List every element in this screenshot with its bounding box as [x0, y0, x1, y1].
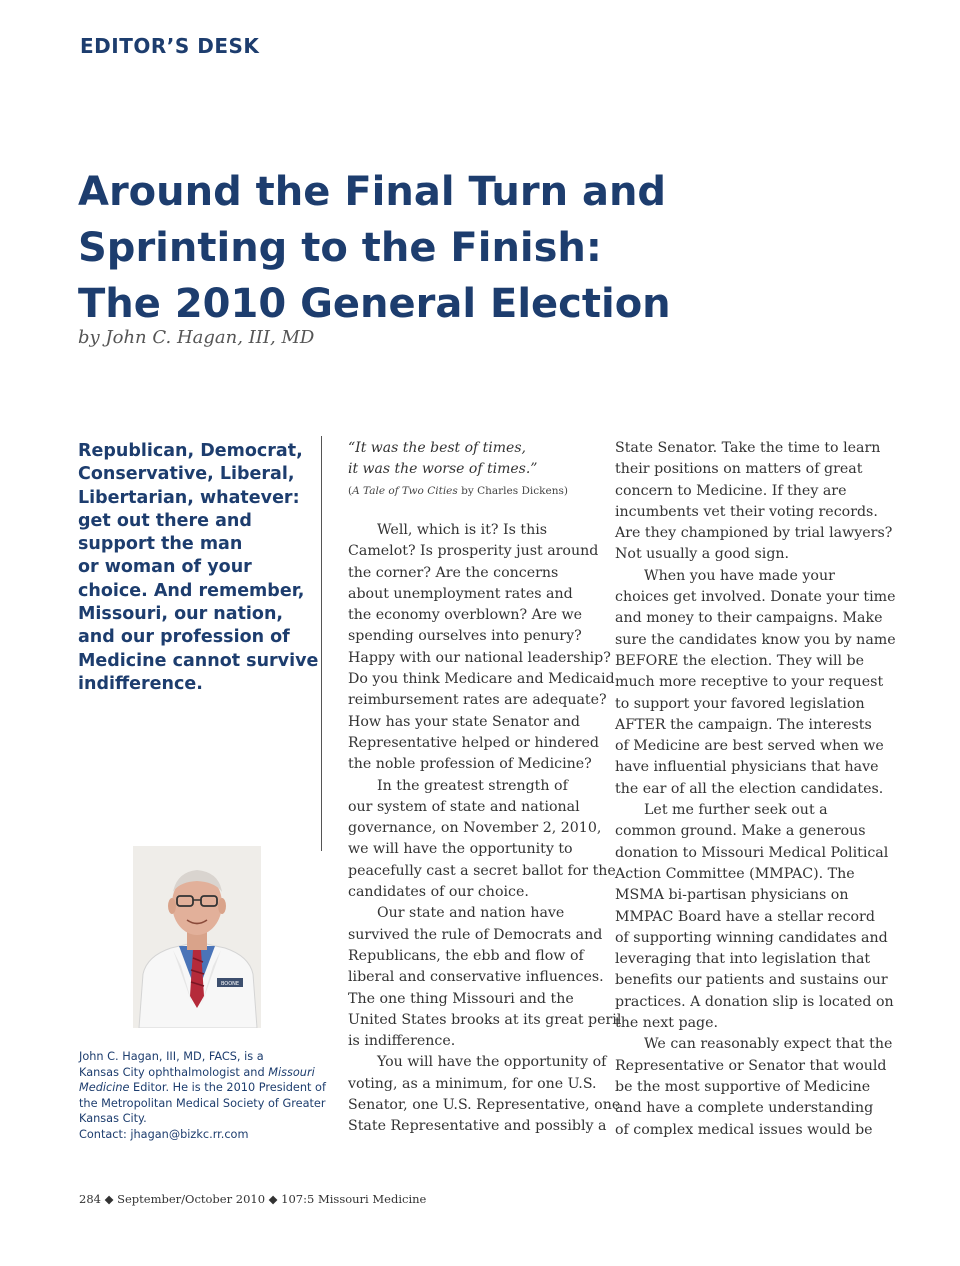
text-line: common ground. Make a generous: [615, 823, 866, 840]
text-line: Senator, one U.S. Representative, one: [348, 1097, 621, 1114]
text-line: and have a complete understanding: [615, 1100, 874, 1117]
caption-line: [79, 1065, 329, 1081]
body-column-right: [615, 438, 896, 1141]
pull-quote-line: or woman of your: [78, 557, 252, 578]
text-line: Action Committee (MMPAC). The: [615, 865, 855, 882]
text-line: How has your state Senator and: [348, 713, 580, 730]
text-line: State Senator. Take the time to learn: [615, 440, 881, 456]
text-line: sure the candidates know you by name: [615, 631, 896, 648]
text-line: MSMA bi-partisan physicians on: [615, 887, 849, 904]
text-line: leveraging that into legislation that: [615, 951, 871, 968]
pull-quote-line: choice. And remember,: [78, 580, 305, 601]
text-line: the next page.: [615, 1015, 719, 1032]
text-line: Our state and nation have: [377, 905, 565, 922]
text-line: We can reasonably expect that the: [644, 1036, 893, 1053]
text-line: their positions on matters of great: [615, 461, 863, 478]
attribution-title: A Tale of Two Cities: [352, 485, 458, 497]
body-column-middle: [348, 438, 622, 1138]
text-line: survived the rule of Democrats and: [348, 926, 603, 943]
text-line: donation to Missouri Medical Political: [615, 844, 889, 861]
svg-text:BOONE: BOONE: [220, 981, 240, 987]
title-line: The 2010 General Election: [78, 281, 671, 327]
author-caption: [79, 1049, 329, 1143]
text-line: choices get involved. Donate your time: [615, 589, 896, 606]
pull-quote-line: Conservative, Liberal,: [78, 464, 295, 485]
caption-line: [79, 1080, 329, 1096]
attribution-paren: (: [348, 485, 353, 497]
text-line: and money to their campaigns. Make: [615, 610, 883, 627]
caption-line: Kansas City.: [79, 1112, 147, 1126]
text-line: Well, which is it? Is this: [377, 522, 548, 538]
text-line: is indifference.: [348, 1033, 456, 1050]
text-line: voting, as a minimum, for one U.S.: [348, 1075, 597, 1092]
text-line: reimbursement rates are adequate?: [348, 692, 607, 709]
text-line: our system of state and national: [348, 798, 580, 815]
text-line: United States brooks at its great peril: [348, 1011, 622, 1028]
caption-contact: Contact: jhagan@bizkc.rr.com: [79, 1127, 249, 1141]
pull-quote-line: Republican, Democrat,: [78, 441, 303, 461]
epigraph-attribution: [348, 483, 598, 499]
text-line: be the most supportive of Medicine: [615, 1078, 871, 1095]
pull-quote-line: indifference.: [78, 673, 203, 694]
text-line: candidates of our choice.: [348, 884, 529, 901]
text-line: of complex medical issues would be: [615, 1121, 873, 1138]
pull-quote-line: and our profession of: [78, 627, 290, 648]
pull-quote-line: Medicine cannot survive: [78, 650, 319, 671]
text-line: Republicans, the ebb and flow of: [348, 947, 584, 964]
text-line: the noble profession of Medicine?: [348, 756, 592, 773]
text-line: Camelot? Is prosperity just around: [348, 543, 599, 560]
caption-line: the Metropolitan Medical Society of Greater: [79, 1096, 326, 1110]
text-line: Not usually a good sign.: [615, 546, 790, 563]
epigraph: [348, 438, 598, 480]
text-line: have influential physicians that have: [615, 759, 879, 776]
section-label: EDITOR’S DESK: [80, 34, 260, 58]
page-footer: 284 ◆ September/October 2010 ◆ 107:5 Missouri Medicine: [79, 1192, 427, 1206]
text-line: the ear of all the election candidates.: [615, 780, 884, 797]
text-line: benefits our patients and sustains our: [615, 972, 888, 989]
text-line: incumbents vet their voting records.: [615, 503, 878, 520]
text-line: MMPAC Board have a stellar record: [615, 908, 875, 925]
caption-journal: Missouri: [268, 1065, 315, 1079]
text-line: we will have the opportunity to: [348, 841, 573, 858]
text-line: Happy with our national leadership?: [348, 649, 611, 666]
text-line: liberal and conservative influences.: [348, 969, 604, 986]
epigraph-line: it was the worse of times.”: [348, 461, 538, 477]
byline: by John C. Hagan, III, MD: [78, 327, 315, 348]
text-line: You will have the opportunity of: [377, 1054, 607, 1071]
caption-text: Editor. He is the 2010 President of: [129, 1081, 326, 1095]
body-text: [615, 438, 896, 1141]
pull-quote-line: get out there and: [78, 510, 252, 531]
text-line: When you have made your: [644, 567, 835, 584]
text-line: BEFORE the election. They will be: [615, 652, 865, 669]
text-line: the economy overblown? Are we: [348, 607, 583, 624]
pull-quote: [78, 440, 319, 696]
text-line: Are they championed by trial lawyers?: [615, 525, 893, 542]
column-divider: [321, 436, 322, 851]
text-line: The one thing Missouri and the: [348, 990, 574, 1007]
pull-quote-line: Libertarian, whatever:: [78, 487, 300, 508]
caption-line: John C. Hagan, III, MD, FACS, is a: [79, 1050, 264, 1063]
text-line: practices. A donation slip is located on: [615, 993, 894, 1010]
text-line: State Representative and possibly a: [348, 1118, 607, 1135]
attribution-author: by Charles Dickens): [457, 485, 568, 497]
text-line: Let me further seek out a: [644, 802, 828, 819]
text-line: to support your favored legislation: [615, 695, 865, 712]
text-line: spending ourselves into penury?: [348, 628, 582, 645]
caption-text: Kansas City ophthalmologist and: [79, 1065, 269, 1079]
text-line: governance, on November 2, 2010,: [348, 820, 602, 837]
body-text: [348, 520, 622, 1138]
author-portrait-icon: [133, 846, 261, 1028]
text-line: AFTER the campaign. The interests: [615, 716, 872, 733]
article-title: [78, 164, 671, 332]
text-line: peacefully cast a secret ballot for the: [348, 862, 616, 879]
text-line: the corner? Are the concerns: [348, 564, 559, 581]
pull-quote-line: support the man: [78, 534, 243, 555]
epigraph-line: “It was the best of times,: [348, 440, 526, 456]
caption-journal: Medicine: [79, 1081, 130, 1095]
text-line: much more receptive to your request: [615, 674, 884, 691]
text-line: about unemployment rates and: [348, 585, 573, 602]
text-line: of Medicine are best served when we: [615, 738, 884, 755]
text-line: concern to Medicine. If they are: [615, 482, 847, 499]
title-line: Sprinting to the Finish:: [78, 225, 602, 271]
text-line: of supporting winning candidates and: [615, 929, 888, 946]
text-line: In the greatest strength of: [377, 777, 568, 794]
pull-quote-line: Missouri, our nation,: [78, 604, 284, 625]
text-line: Representative helped or hindered: [348, 734, 599, 751]
title-line: Around the Final Turn and: [78, 169, 667, 215]
text-line: Representative or Senator that would: [615, 1057, 887, 1074]
text-line: Do you think Medicare and Medicaid: [348, 671, 615, 688]
